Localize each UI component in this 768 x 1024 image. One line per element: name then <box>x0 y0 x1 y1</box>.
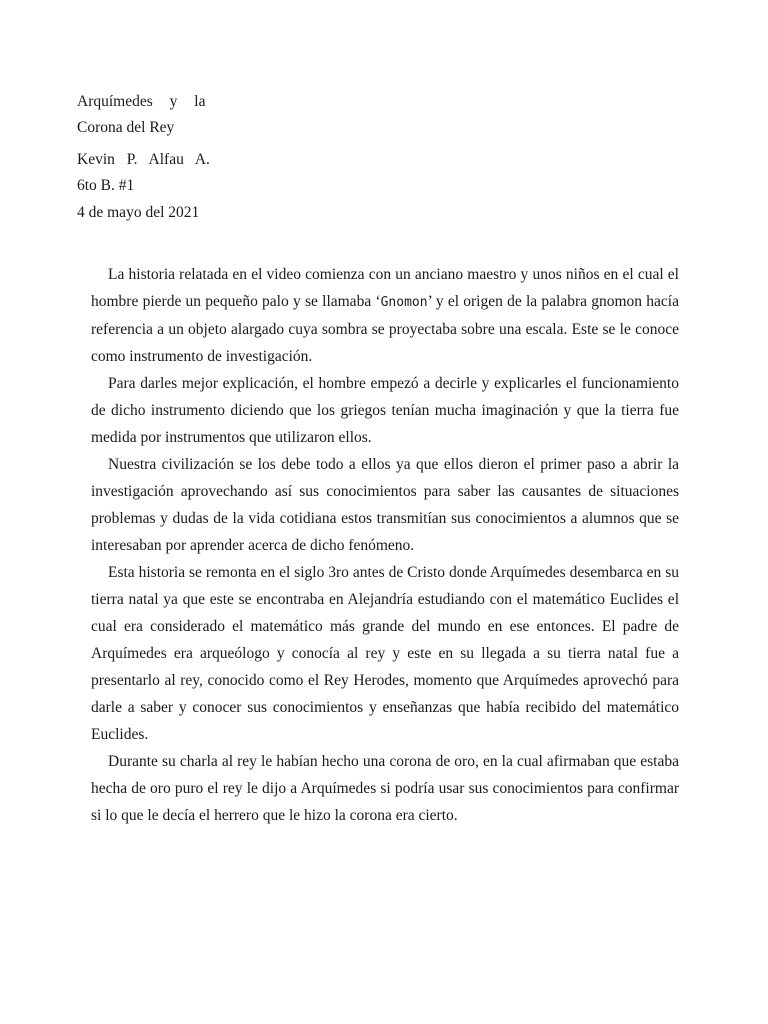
gnomon-word: Gnomon <box>380 295 428 310</box>
paragraph-3: Nuestra civilización se los debe todo a ellos ya que ellos dieron el primer paso a abrir la investigación aprovechando así sus conocimientos para saber las causantes de situaciones problemas y dudas de la vida cotidiana estos transmitían sus conocimientos a alumnos que se interesaban por aprender acerca de dicho fenómeno. <box>91 456 679 554</box>
document-body <box>91 261 679 829</box>
paragraph-1-text-end: ’ y el origen de la palabra gnomon hacía referencia a un objeto alargado cuya sombra se proyectaba sobre una escala. Este se le conoce como instrumento de investigación. <box>91 293 679 365</box>
title-line-1: Arquímedes y la <box>77 93 206 110</box>
paragraph-5: Durante su charla al rey le habían hecho una corona de oro, en la cual afirmaban que estaba hecha de oro puro el rey le dijo a Arquímedes si podría usar sus conocimientos para confirmar si lo que le decía el herrero que le hizo la corona era cierto. <box>91 753 679 824</box>
paragraph-2: Para darles mejor explicación, el hombre empezó a decirle y explicarles el funcionamiento de dicho instrumento diciendo que los griegos tenían mucha imaginación y que la tierra fue medida por instrumentos que utilizaron ellos. <box>91 375 679 446</box>
paragraph-4: Esta historia se remonta en el siglo 3ro antes de Cristo donde Arquímedes desembarca en su tierra natal ya que este se encontraba en Alejandría estudiando con el matemático Euclides el cual era considerado el matemático más grande del mundo en ese entonces. El padre de Arquímedes era arqueólogo y conocía al rey y este en su llegada a su tierra natal fue a presentarlo al rey, conocido como el Rey Herodes, momento que Arquímedes aprovechó para darle a saber y conocer sus conocimientos y enseñanzas que había recibido del matemático Euclides. <box>91 564 679 743</box>
author-name: Kevin P. Alfau A. <box>77 151 210 168</box>
title-line-2: Corona del Rey <box>77 119 175 136</box>
grade-section: 6to B. #1 <box>77 177 135 194</box>
document-date: 4 de mayo del 2021 <box>77 204 200 221</box>
paragraph-1 <box>91 261 679 370</box>
paragraph-1-text-start: La historia relatada en el video comienza con un anciano maestro y unos niños en el cual el hombre pierde un pequeño palo y se llamaba ‘ <box>91 266 679 310</box>
